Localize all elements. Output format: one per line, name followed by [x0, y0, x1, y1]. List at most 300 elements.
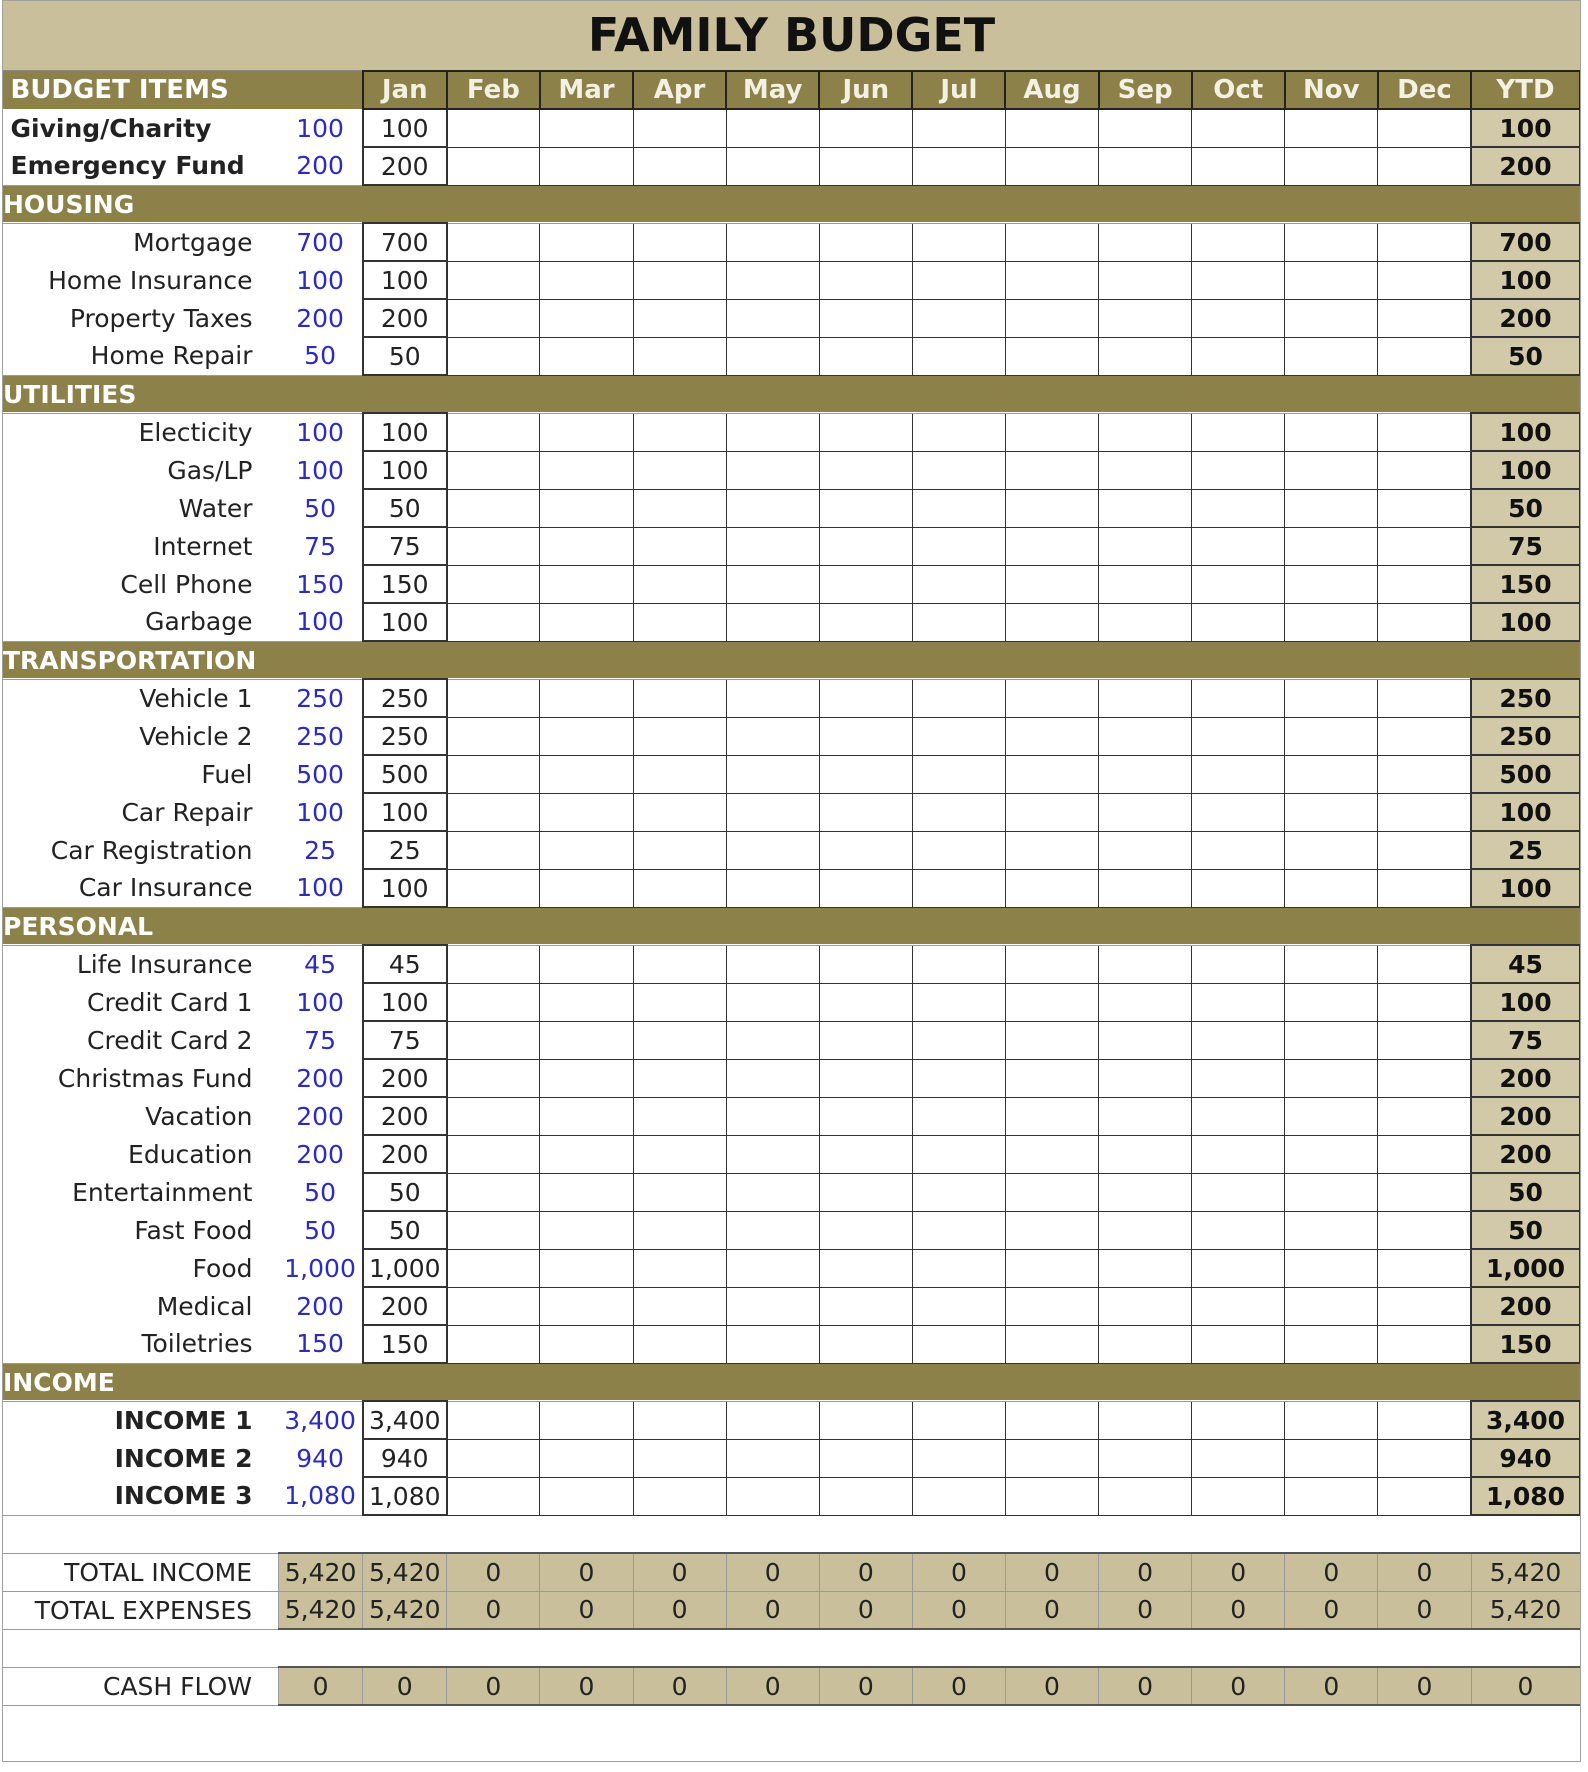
- month-cell-mar[interactable]: [540, 489, 633, 527]
- month-cell-jan[interactable]: 200: [363, 1097, 447, 1135]
- month-cell-aug[interactable]: [1005, 299, 1098, 337]
- budget-amount-input[interactable]: 1,080: [284, 1481, 356, 1511]
- month-cell-feb[interactable]: [447, 1325, 540, 1363]
- month-cell-jan[interactable]: 500: [363, 755, 447, 793]
- month-cell-dec[interactable]: [1378, 603, 1471, 641]
- month-cell-feb[interactable]: [447, 1287, 540, 1325]
- month-cell-sep[interactable]: [1099, 831, 1192, 869]
- month-cell-nov[interactable]: [1285, 527, 1378, 565]
- month-cell-jan[interactable]: 100: [363, 983, 447, 1021]
- month-cell-may[interactable]: [726, 299, 819, 337]
- month-cell-nov[interactable]: [1285, 413, 1378, 451]
- budget-amount-input[interactable]: 500: [296, 759, 344, 789]
- month-cell-jul[interactable]: [912, 983, 1005, 1021]
- month-cell-mar[interactable]: [540, 717, 633, 755]
- month-cell-apr[interactable]: [633, 147, 726, 185]
- month-cell-jul[interactable]: [912, 1097, 1005, 1135]
- month-cell-may[interactable]: [726, 983, 819, 1021]
- month-cell-jan[interactable]: 100: [363, 603, 447, 641]
- month-cell-sep[interactable]: [1099, 1439, 1192, 1477]
- month-cell-mar[interactable]: [540, 603, 633, 641]
- month-cell-oct[interactable]: [1192, 1211, 1285, 1249]
- month-cell-apr[interactable]: [633, 1477, 726, 1515]
- month-cell-feb[interactable]: [447, 945, 540, 983]
- month-cell-jul[interactable]: [912, 793, 1005, 831]
- month-cell-dec[interactable]: [1378, 1097, 1471, 1135]
- month-cell-jul[interactable]: [912, 755, 1005, 793]
- budget-amount-input[interactable]: 150: [296, 1329, 344, 1359]
- month-cell-jun[interactable]: [819, 983, 912, 1021]
- month-cell-jul[interactable]: [912, 109, 1005, 147]
- month-cell-oct[interactable]: [1192, 261, 1285, 299]
- month-cell-apr[interactable]: [633, 1439, 726, 1477]
- month-cell-dec[interactable]: [1378, 489, 1471, 527]
- month-cell-jul[interactable]: [912, 1401, 1005, 1439]
- month-cell-sep[interactable]: [1099, 679, 1192, 717]
- month-cell-dec[interactable]: [1378, 527, 1471, 565]
- month-cell-sep[interactable]: [1099, 1477, 1192, 1515]
- month-cell-nov[interactable]: [1285, 1325, 1378, 1363]
- month-cell-apr[interactable]: [633, 1135, 726, 1173]
- month-cell-aug[interactable]: [1005, 1135, 1098, 1173]
- month-cell-dec[interactable]: [1378, 1439, 1471, 1477]
- month-cell-jul[interactable]: [912, 831, 1005, 869]
- month-cell-mar[interactable]: [540, 679, 633, 717]
- month-cell-nov[interactable]: [1285, 679, 1378, 717]
- month-cell-mar[interactable]: [540, 1325, 633, 1363]
- month-cell-jun[interactable]: [819, 299, 912, 337]
- month-cell-apr[interactable]: [633, 831, 726, 869]
- month-cell-mar[interactable]: [540, 1477, 633, 1515]
- month-cell-nov[interactable]: [1285, 261, 1378, 299]
- month-cell-may[interactable]: [726, 413, 819, 451]
- month-cell-may[interactable]: [726, 1401, 819, 1439]
- month-cell-aug[interactable]: [1005, 223, 1098, 261]
- month-cell-jun[interactable]: [819, 1439, 912, 1477]
- month-cell-may[interactable]: [726, 755, 819, 793]
- month-cell-jul[interactable]: [912, 489, 1005, 527]
- budget-amount-input[interactable]: 1,000: [284, 1253, 356, 1283]
- budget-amount-input[interactable]: 250: [296, 683, 344, 713]
- month-cell-dec[interactable]: [1378, 413, 1471, 451]
- month-cell-jan[interactable]: 200: [363, 147, 447, 185]
- month-cell-jun[interactable]: [819, 717, 912, 755]
- month-cell-dec[interactable]: [1378, 1059, 1471, 1097]
- month-cell-nov[interactable]: [1285, 1021, 1378, 1059]
- month-cell-feb[interactable]: [447, 755, 540, 793]
- month-cell-jul[interactable]: [912, 527, 1005, 565]
- month-cell-sep[interactable]: [1099, 451, 1192, 489]
- month-cell-jul[interactable]: [912, 1021, 1005, 1059]
- month-cell-dec[interactable]: [1378, 1249, 1471, 1287]
- month-cell-sep[interactable]: [1099, 1097, 1192, 1135]
- month-cell-dec[interactable]: [1378, 337, 1471, 375]
- month-cell-feb[interactable]: [447, 679, 540, 717]
- month-cell-nov[interactable]: [1285, 299, 1378, 337]
- month-cell-oct[interactable]: [1192, 451, 1285, 489]
- month-cell-apr[interactable]: [633, 489, 726, 527]
- month-cell-nov[interactable]: [1285, 945, 1378, 983]
- month-cell-dec[interactable]: [1378, 1021, 1471, 1059]
- month-cell-jun[interactable]: [819, 869, 912, 907]
- month-cell-mar[interactable]: [540, 983, 633, 1021]
- month-cell-sep[interactable]: [1099, 1287, 1192, 1325]
- month-cell-oct[interactable]: [1192, 1059, 1285, 1097]
- month-cell-jan[interactable]: 100: [363, 869, 447, 907]
- month-cell-dec[interactable]: [1378, 451, 1471, 489]
- month-cell-jul[interactable]: [912, 1135, 1005, 1173]
- month-cell-feb[interactable]: [447, 299, 540, 337]
- month-cell-jun[interactable]: [819, 109, 912, 147]
- month-cell-may[interactable]: [726, 109, 819, 147]
- month-cell-sep[interactable]: [1099, 1211, 1192, 1249]
- month-cell-oct[interactable]: [1192, 983, 1285, 1021]
- month-cell-jan[interactable]: 250: [363, 717, 447, 755]
- month-cell-may[interactable]: [726, 1135, 819, 1173]
- month-cell-oct[interactable]: [1192, 869, 1285, 907]
- month-cell-jun[interactable]: [819, 1325, 912, 1363]
- month-cell-sep[interactable]: [1099, 793, 1192, 831]
- month-cell-jan[interactable]: 150: [363, 565, 447, 603]
- month-cell-feb[interactable]: [447, 565, 540, 603]
- budget-amount-input[interactable]: 200: [296, 151, 344, 181]
- month-cell-sep[interactable]: [1099, 299, 1192, 337]
- month-cell-jul[interactable]: [912, 1325, 1005, 1363]
- month-cell-apr[interactable]: [633, 1287, 726, 1325]
- month-cell-mar[interactable]: [540, 109, 633, 147]
- month-cell-dec[interactable]: [1378, 109, 1471, 147]
- month-cell-jun[interactable]: [819, 1021, 912, 1059]
- month-cell-sep[interactable]: [1099, 413, 1192, 451]
- month-cell-jul[interactable]: [912, 1477, 1005, 1515]
- month-cell-dec[interactable]: [1378, 1477, 1471, 1515]
- month-cell-jan[interactable]: 75: [363, 527, 447, 565]
- month-cell-sep[interactable]: [1099, 869, 1192, 907]
- month-cell-jun[interactable]: [819, 755, 912, 793]
- month-cell-jan[interactable]: 25: [363, 831, 447, 869]
- month-cell-sep[interactable]: [1099, 261, 1192, 299]
- month-cell-aug[interactable]: [1005, 565, 1098, 603]
- month-cell-feb[interactable]: [447, 109, 540, 147]
- month-cell-jun[interactable]: [819, 603, 912, 641]
- month-cell-apr[interactable]: [633, 1325, 726, 1363]
- month-cell-mar[interactable]: [540, 1249, 633, 1287]
- month-cell-dec[interactable]: [1378, 717, 1471, 755]
- month-cell-jun[interactable]: [819, 1249, 912, 1287]
- month-cell-apr[interactable]: [633, 869, 726, 907]
- month-cell-jul[interactable]: [912, 565, 1005, 603]
- month-cell-mar[interactable]: [540, 945, 633, 983]
- month-cell-mar[interactable]: [540, 869, 633, 907]
- month-cell-apr[interactable]: [633, 565, 726, 603]
- month-cell-dec[interactable]: [1378, 1173, 1471, 1211]
- month-cell-jun[interactable]: [819, 413, 912, 451]
- month-cell-mar[interactable]: [540, 1097, 633, 1135]
- budget-amount-input[interactable]: 200: [296, 1063, 344, 1093]
- month-cell-mar[interactable]: [540, 1021, 633, 1059]
- month-cell-dec[interactable]: [1378, 869, 1471, 907]
- month-cell-dec[interactable]: [1378, 831, 1471, 869]
- month-cell-jun[interactable]: [819, 1401, 912, 1439]
- month-cell-jul[interactable]: [912, 147, 1005, 185]
- month-cell-jan[interactable]: 100: [363, 451, 447, 489]
- month-cell-mar[interactable]: [540, 755, 633, 793]
- month-cell-sep[interactable]: [1099, 109, 1192, 147]
- month-cell-jul[interactable]: [912, 717, 1005, 755]
- month-cell-may[interactable]: [726, 147, 819, 185]
- month-cell-feb[interactable]: [447, 527, 540, 565]
- month-cell-nov[interactable]: [1285, 1059, 1378, 1097]
- month-cell-may[interactable]: [726, 223, 819, 261]
- month-cell-mar[interactable]: [540, 831, 633, 869]
- month-cell-oct[interactable]: [1192, 527, 1285, 565]
- month-cell-apr[interactable]: [633, 527, 726, 565]
- month-cell-feb[interactable]: [447, 1021, 540, 1059]
- month-cell-oct[interactable]: [1192, 147, 1285, 185]
- month-cell-may[interactable]: [726, 793, 819, 831]
- budget-amount-input[interactable]: 75: [304, 531, 336, 561]
- month-cell-oct[interactable]: [1192, 717, 1285, 755]
- month-cell-feb[interactable]: [447, 223, 540, 261]
- month-cell-nov[interactable]: [1285, 1287, 1378, 1325]
- month-cell-oct[interactable]: [1192, 1439, 1285, 1477]
- month-cell-mar[interactable]: [540, 299, 633, 337]
- month-cell-jul[interactable]: [912, 261, 1005, 299]
- month-cell-oct[interactable]: [1192, 603, 1285, 641]
- month-cell-jan[interactable]: 50: [363, 337, 447, 375]
- month-cell-sep[interactable]: [1099, 1249, 1192, 1287]
- month-cell-jan[interactable]: 75: [363, 1021, 447, 1059]
- month-cell-feb[interactable]: [447, 413, 540, 451]
- month-cell-aug[interactable]: [1005, 793, 1098, 831]
- month-cell-sep[interactable]: [1099, 565, 1192, 603]
- month-cell-jul[interactable]: [912, 413, 1005, 451]
- month-cell-may[interactable]: [726, 1287, 819, 1325]
- month-cell-nov[interactable]: [1285, 451, 1378, 489]
- month-cell-aug[interactable]: [1005, 261, 1098, 299]
- month-cell-may[interactable]: [726, 1249, 819, 1287]
- budget-amount-input[interactable]: 50: [304, 1177, 336, 1207]
- month-cell-feb[interactable]: [447, 603, 540, 641]
- month-cell-mar[interactable]: [540, 1135, 633, 1173]
- month-cell-oct[interactable]: [1192, 1173, 1285, 1211]
- month-cell-mar[interactable]: [540, 337, 633, 375]
- month-cell-aug[interactable]: [1005, 451, 1098, 489]
- month-cell-mar[interactable]: [540, 1439, 633, 1477]
- month-cell-aug[interactable]: [1005, 1021, 1098, 1059]
- month-cell-apr[interactable]: [633, 299, 726, 337]
- month-cell-jan[interactable]: 100: [363, 413, 447, 451]
- month-cell-dec[interactable]: [1378, 565, 1471, 603]
- month-cell-may[interactable]: [726, 831, 819, 869]
- month-cell-jul[interactable]: [912, 451, 1005, 489]
- month-cell-feb[interactable]: [447, 1439, 540, 1477]
- budget-amount-input[interactable]: 200: [296, 1291, 344, 1321]
- month-cell-feb[interactable]: [447, 869, 540, 907]
- month-cell-may[interactable]: [726, 603, 819, 641]
- month-cell-apr[interactable]: [633, 1401, 726, 1439]
- month-cell-aug[interactable]: [1005, 337, 1098, 375]
- budget-amount-input[interactable]: 200: [296, 303, 344, 333]
- month-cell-dec[interactable]: [1378, 223, 1471, 261]
- month-cell-dec[interactable]: [1378, 945, 1471, 983]
- month-cell-apr[interactable]: [633, 983, 726, 1021]
- month-cell-apr[interactable]: [633, 679, 726, 717]
- month-cell-oct[interactable]: [1192, 945, 1285, 983]
- month-cell-apr[interactable]: [633, 451, 726, 489]
- month-cell-feb[interactable]: [447, 337, 540, 375]
- month-cell-apr[interactable]: [633, 1211, 726, 1249]
- month-cell-jan[interactable]: 200: [363, 1059, 447, 1097]
- month-cell-feb[interactable]: [447, 1401, 540, 1439]
- month-cell-aug[interactable]: [1005, 1325, 1098, 1363]
- month-cell-aug[interactable]: [1005, 527, 1098, 565]
- month-cell-sep[interactable]: [1099, 337, 1192, 375]
- month-cell-jul[interactable]: [912, 1173, 1005, 1211]
- month-cell-jun[interactable]: [819, 1173, 912, 1211]
- month-cell-oct[interactable]: [1192, 1287, 1285, 1325]
- month-cell-nov[interactable]: [1285, 223, 1378, 261]
- month-cell-mar[interactable]: [540, 565, 633, 603]
- month-cell-mar[interactable]: [540, 1059, 633, 1097]
- month-cell-jul[interactable]: [912, 1439, 1005, 1477]
- month-cell-nov[interactable]: [1285, 983, 1378, 1021]
- month-cell-jan[interactable]: 940: [363, 1439, 447, 1477]
- month-cell-feb[interactable]: [447, 1211, 540, 1249]
- month-cell-sep[interactable]: [1099, 1173, 1192, 1211]
- month-cell-jan[interactable]: 3,400: [363, 1401, 447, 1439]
- month-cell-dec[interactable]: [1378, 299, 1471, 337]
- budget-amount-input[interactable]: 150: [296, 569, 344, 599]
- month-cell-jun[interactable]: [819, 1097, 912, 1135]
- month-cell-nov[interactable]: [1285, 565, 1378, 603]
- month-cell-jul[interactable]: [912, 603, 1005, 641]
- month-cell-jan[interactable]: 1,000: [363, 1249, 447, 1287]
- month-cell-jul[interactable]: [912, 299, 1005, 337]
- month-cell-feb[interactable]: [447, 261, 540, 299]
- month-cell-jul[interactable]: [912, 945, 1005, 983]
- month-cell-sep[interactable]: [1099, 1021, 1192, 1059]
- budget-amount-input[interactable]: 100: [296, 417, 344, 447]
- month-cell-jan[interactable]: 250: [363, 679, 447, 717]
- budget-amount-input[interactable]: 200: [296, 1101, 344, 1131]
- month-cell-aug[interactable]: [1005, 1401, 1098, 1439]
- month-cell-feb[interactable]: [447, 1097, 540, 1135]
- month-cell-jun[interactable]: [819, 261, 912, 299]
- month-cell-aug[interactable]: [1005, 831, 1098, 869]
- month-cell-jan[interactable]: 45: [363, 945, 447, 983]
- budget-amount-input[interactable]: 100: [296, 265, 344, 295]
- month-cell-jun[interactable]: [819, 223, 912, 261]
- budget-amount-input[interactable]: 25: [304, 835, 336, 865]
- month-cell-jul[interactable]: [912, 1211, 1005, 1249]
- month-cell-nov[interactable]: [1285, 755, 1378, 793]
- month-cell-sep[interactable]: [1099, 717, 1192, 755]
- month-cell-aug[interactable]: [1005, 1439, 1098, 1477]
- month-cell-aug[interactable]: [1005, 679, 1098, 717]
- month-cell-feb[interactable]: [447, 1173, 540, 1211]
- month-cell-nov[interactable]: [1285, 1249, 1378, 1287]
- month-cell-jul[interactable]: [912, 1249, 1005, 1287]
- month-cell-nov[interactable]: [1285, 831, 1378, 869]
- month-cell-feb[interactable]: [447, 147, 540, 185]
- month-cell-sep[interactable]: [1099, 945, 1192, 983]
- month-cell-may[interactable]: [726, 1097, 819, 1135]
- month-cell-aug[interactable]: [1005, 109, 1098, 147]
- budget-amount-input[interactable]: 75: [304, 1025, 336, 1055]
- month-cell-aug[interactable]: [1005, 945, 1098, 983]
- month-cell-feb[interactable]: [447, 451, 540, 489]
- month-cell-may[interactable]: [726, 1439, 819, 1477]
- month-cell-dec[interactable]: [1378, 1325, 1471, 1363]
- month-cell-jul[interactable]: [912, 679, 1005, 717]
- month-cell-mar[interactable]: [540, 527, 633, 565]
- month-cell-mar[interactable]: [540, 261, 633, 299]
- month-cell-aug[interactable]: [1005, 1477, 1098, 1515]
- month-cell-oct[interactable]: [1192, 413, 1285, 451]
- month-cell-dec[interactable]: [1378, 1211, 1471, 1249]
- month-cell-jun[interactable]: [819, 1059, 912, 1097]
- month-cell-oct[interactable]: [1192, 1477, 1285, 1515]
- month-cell-oct[interactable]: [1192, 223, 1285, 261]
- budget-amount-input[interactable]: 700: [296, 227, 344, 257]
- month-cell-jun[interactable]: [819, 565, 912, 603]
- month-cell-apr[interactable]: [633, 1249, 726, 1287]
- month-cell-mar[interactable]: [540, 147, 633, 185]
- month-cell-jan[interactable]: 50: [363, 1173, 447, 1211]
- month-cell-nov[interactable]: [1285, 1173, 1378, 1211]
- month-cell-nov[interactable]: [1285, 603, 1378, 641]
- budget-amount-input[interactable]: 3,400: [284, 1405, 356, 1435]
- month-cell-nov[interactable]: [1285, 489, 1378, 527]
- month-cell-apr[interactable]: [633, 1173, 726, 1211]
- month-cell-jan[interactable]: 50: [363, 489, 447, 527]
- month-cell-dec[interactable]: [1378, 679, 1471, 717]
- month-cell-oct[interactable]: [1192, 1021, 1285, 1059]
- month-cell-may[interactable]: [726, 945, 819, 983]
- month-cell-nov[interactable]: [1285, 1135, 1378, 1173]
- month-cell-feb[interactable]: [447, 831, 540, 869]
- budget-amount-input[interactable]: 100: [296, 873, 344, 903]
- month-cell-dec[interactable]: [1378, 1287, 1471, 1325]
- month-cell-nov[interactable]: [1285, 869, 1378, 907]
- month-cell-mar[interactable]: [540, 1401, 633, 1439]
- month-cell-jan[interactable]: 200: [363, 1287, 447, 1325]
- month-cell-mar[interactable]: [540, 1287, 633, 1325]
- month-cell-nov[interactable]: [1285, 793, 1378, 831]
- month-cell-feb[interactable]: [447, 489, 540, 527]
- budget-amount-input[interactable]: 100: [296, 113, 344, 143]
- budget-amount-input[interactable]: 100: [296, 607, 344, 637]
- month-cell-jan[interactable]: 100: [363, 793, 447, 831]
- month-cell-jun[interactable]: [819, 1287, 912, 1325]
- month-cell-may[interactable]: [726, 1211, 819, 1249]
- month-cell-aug[interactable]: [1005, 413, 1098, 451]
- month-cell-mar[interactable]: [540, 1173, 633, 1211]
- month-cell-jun[interactable]: [819, 679, 912, 717]
- month-cell-may[interactable]: [726, 1325, 819, 1363]
- budget-amount-input[interactable]: 250: [296, 721, 344, 751]
- month-cell-jan[interactable]: 50: [363, 1211, 447, 1249]
- month-cell-nov[interactable]: [1285, 717, 1378, 755]
- month-cell-sep[interactable]: [1099, 755, 1192, 793]
- budget-amount-input[interactable]: 50: [304, 341, 336, 371]
- month-cell-nov[interactable]: [1285, 147, 1378, 185]
- month-cell-jan[interactable]: 200: [363, 299, 447, 337]
- month-cell-jun[interactable]: [819, 489, 912, 527]
- month-cell-aug[interactable]: [1005, 983, 1098, 1021]
- month-cell-aug[interactable]: [1005, 1249, 1098, 1287]
